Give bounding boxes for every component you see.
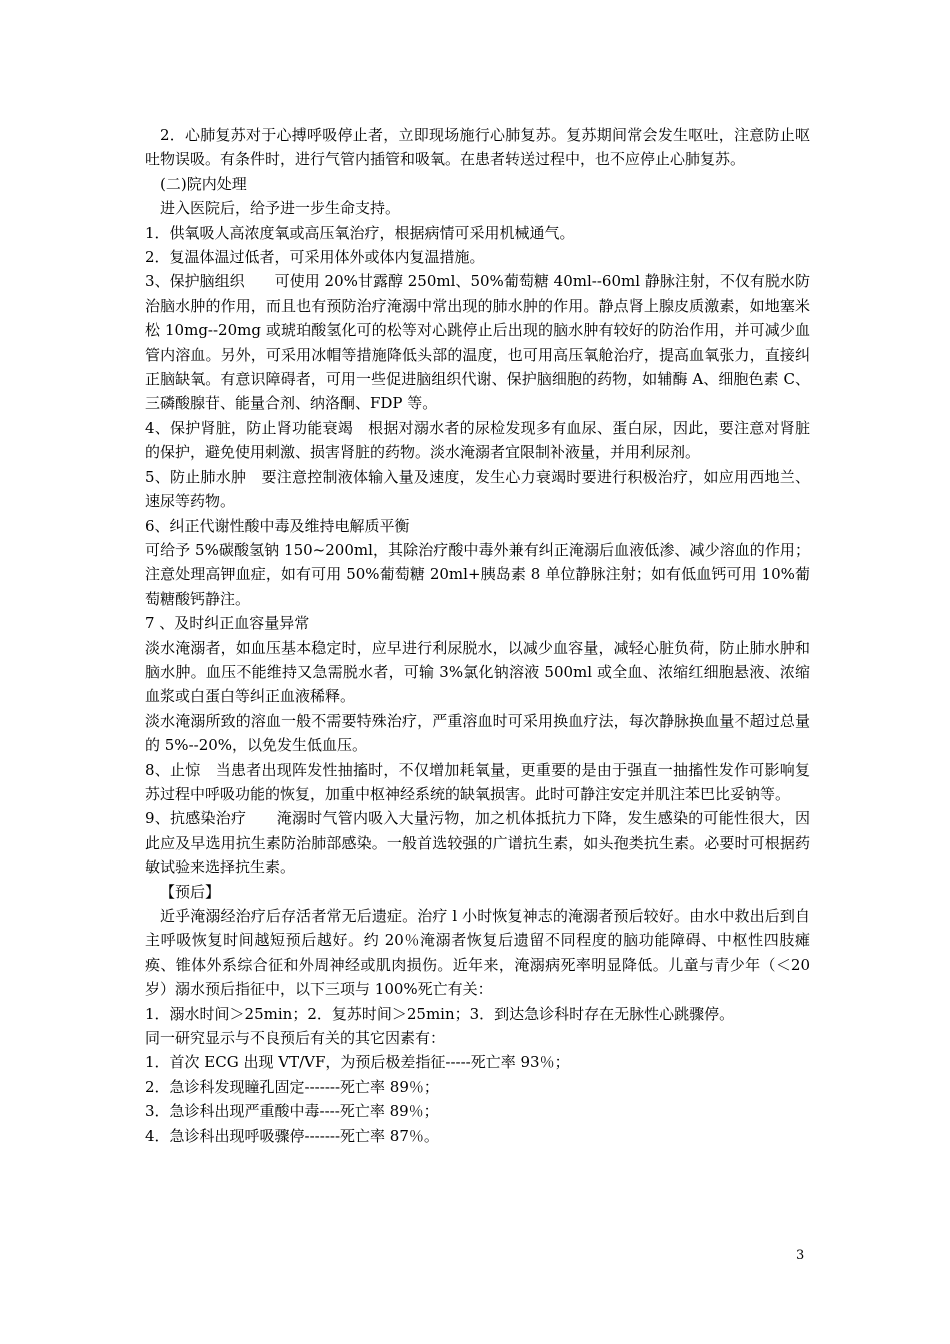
paragraph: 3．急诊科出现严重酸中毒----死亡率 89％； <box>145 1102 439 1121</box>
paragraph: 4、保护肾脏，防止肾功能衰竭 根据对溺水者的尿检发现多有血尿、蛋白尿，因此，要注意对肾脏的保护，避免使用刺激、损害肾脏的药物。淡水淹溺者宜限制补液量，并用利尿剂。 <box>145 418 810 462</box>
paragraph: 4．急诊科出现呼吸骤停-------死亡率 87％。 <box>145 1126 439 1145</box>
document-body <box>145 123 810 1148</box>
paragraph: 8、止惊 当患者出现阵发性抽搐时，不仅增加耗氧量，更重要的是由于强直一抽搐性发作可影响复苏过程中呼吸功能的恢复，加重中枢神经系统的缺氧损害。此时可静注安定并肌注苯巴比妥钠等。 <box>145 760 810 803</box>
paragraph: 3、保护脑组织 可使用 20%甘露醇 250ml、50%葡萄糖 40ml--60ml 静脉注射，不仅有脱水防治脑水肿的作用，而且也有预防治疗淹溺中常出现的肺水肿的作用。静点肾上腺皮质激素，如地塞米松 10mg--20mg 或琥珀酸氢化可的松等对心跳停止后出现的脑水肿有较好的防治作用，并可减少血管内溶血。另外，可采用冰帽等措施降低头部的温度，也可用高压氧舱治疗，提高血氧张力，直接纠正脑缺氧。有意识障碍者，可用一些促进脑组织代谢、保护脑细胞的药物，如辅酶 A、细胞色素 C、三磷酸腺苷、能量合剂、纳洛酮、FDP 等。 <box>145 272 810 413</box>
paragraph: 淡水淹溺所致的溶血一般不需要特殊治疗，严重溶血时可采用换血疗法，每次静脉换血量不超过总量的 5%--20%，以免发生低血压。 <box>145 711 810 755</box>
paragraph: 【预后】 <box>160 882 221 901</box>
paragraph: 2．急诊科发现瞳孔固定-------死亡率 89％； <box>145 1077 439 1096</box>
paragraph: 淡水淹溺者，如血压基本稳定时，应早进行利尿脱水，以减少血容量，减轻心脏负荷，防止肺水肿和脑水肿。血压不能维持又急需脱水者，可输 3%氯化钠溶液 500ml 或全血、浓缩红细胞悬液、浓缩血浆或白蛋白等纠正血液稀释。 <box>145 638 810 706</box>
paragraph: 1．供氧吸人高浓度氧或高压氧治疗，根据病情可采用机械通气。 <box>145 223 575 242</box>
paragraph: 1．溺水时间＞25min；2．复苏时间＞25min；3．到达急诊科时存在无脉性心跳骤停。 <box>145 1004 735 1023</box>
paragraph: 9、抗感染治疗 淹溺时气管内吸入大量污物，加之机体抵抗力下降，发生感染的可能性很大，因此应及早选用抗生素防治肺部感染。一般首选较强的广谱抗生素，如头孢类抗生素。必要时可根据药敏试验来选择抗生素。 <box>145 809 810 877</box>
paragraph: 2．复温体温过低者，可采用体外或体内复温措施。 <box>145 248 485 267</box>
paragraph: 7 、及时纠正血容量异常 <box>145 614 310 633</box>
paragraph: 同一研究显示与不良预后有关的其它因素有： <box>145 1029 446 1048</box>
paragraph: (二)院内处理 <box>160 174 247 193</box>
page-number: 3 <box>796 1248 805 1263</box>
paragraph: 5、防止肺水肿 要注意控制液体输入量及速度，发生心力衰竭时要进行积极治疗，如应用西地兰、速尿等药物。 <box>145 467 810 511</box>
paragraph: 6、纠正代谢性酸中毒及维持电解质平衡 <box>145 516 410 535</box>
paragraph: 1．首次 ECG 出现 VT/VF，为预后极差指征-----死亡率 93％； <box>145 1053 570 1072</box>
paragraph: 进入医院后，给予进一步生命支持。 <box>160 199 401 218</box>
paragraph: 2．心肺复苏对于心搏呼吸停止者，立即现场施行心肺复苏。复苏期间常会发生呕吐，注意防止呕吐物误吸。有条件时，进行气管内插管和吸氧。在患者转送过程中，也不应停止心肺复苏。 <box>145 126 810 169</box>
paragraph: 可给予 5%碳酸氢钠 150~200ml，其除治疗酸中毒外兼有纠正淹溺后血液低渗、减少溶血的作用；注意处理高钾血症，如有可用 50%葡萄糖 20ml+胰岛素 8 单位静脉注射；如有低血钙可用 10%葡萄糖酸钙静注。 <box>145 540 810 608</box>
paragraph: 近乎淹溺经治疗后存活者常无后遗症。治疗 l 小时恢复神志的淹溺者预后较好。由水中救出后到自主呼吸恢复时间越短预后越好。约 20％淹溺者恢复后遗留不同程度的脑功能障碍、中枢性四肢瘫痪、锥体外系综合征和外周神经或肌肉损伤。近年来，淹溺病死率明显降低。儿童与青少年（＜20 岁）溺水预后指征中，以下三项与 100%死亡有关： <box>145 907 810 999</box>
